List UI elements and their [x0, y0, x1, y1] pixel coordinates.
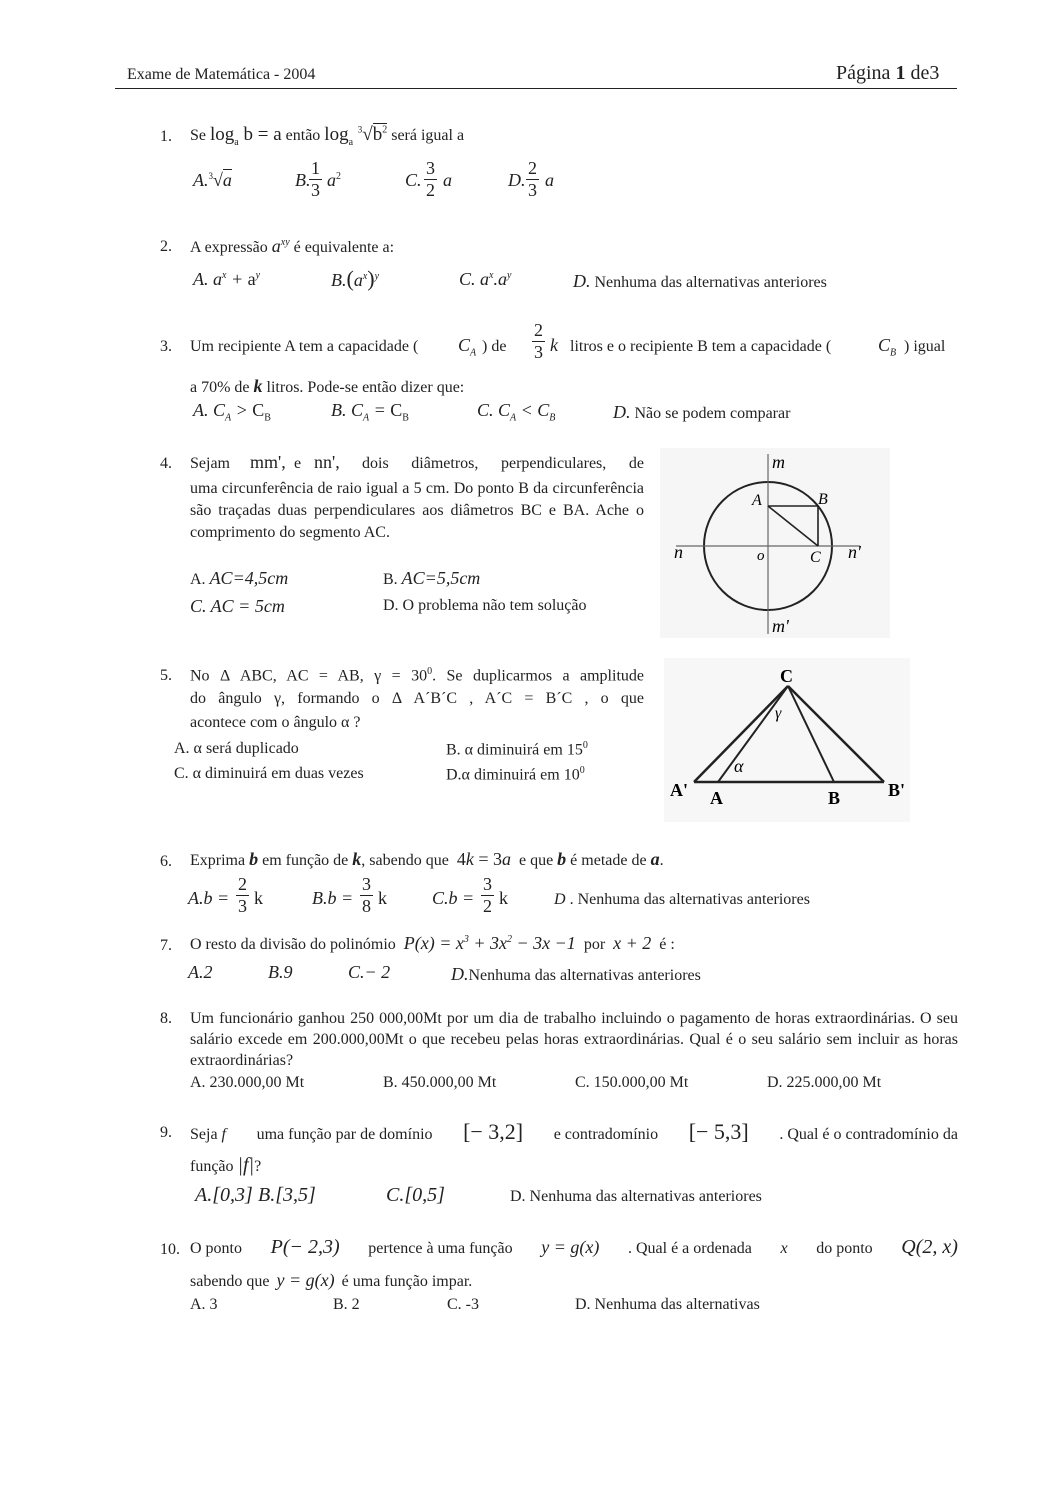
q9-line2: função |f|? — [190, 1154, 262, 1176]
q9-option-c: C.[0,5] — [386, 1184, 445, 1206]
q3-option-d: D. Não se podem comparar — [613, 402, 791, 422]
q5-option-a: A. α será duplicado — [174, 740, 299, 757]
q7-option-b: B.9 — [268, 962, 293, 982]
fig-label-m: m — [772, 452, 785, 472]
q6-number: 6. — [160, 853, 172, 870]
fig-label-m-prime: m' — [772, 616, 789, 636]
fig-label-c: C — [780, 666, 793, 686]
q7-statement: O resto da divisão do polinómio $P(x) = x^3 + 3x^2 - 3x -1$ por x + 2 é : — [190, 933, 675, 953]
q8-option-a: A. 230.000,00 Mt — [190, 1074, 305, 1091]
q10-line1: O ponto P(− 2,3) pertence à uma função y = g(x) . Qual é a ordenada x do ponto Q(2, x) — [190, 1236, 958, 1258]
q9-option-d: D. Nenhuma das alternativas anteriores — [510, 1188, 762, 1205]
q5-triangle-figure — [664, 658, 910, 822]
fig-label-a: A — [710, 788, 723, 808]
q6-option-d: D . Nenhuma das alternativas anteriores — [554, 891, 810, 908]
q2-statement: A expressão $a^{xy}$ é equivalente a: — [190, 236, 395, 256]
q7-option-d: D.Nenhuma das alternativas anteriores — [451, 964, 701, 984]
fig-label-n-prime: n' — [848, 542, 861, 562]
q10-option-d: D. Nenhuma das alternativas — [575, 1296, 760, 1313]
q4-body: uma circunferência de raio igual a 5 cm. Do ponto B da circunferência são traçadas duas perpendiculares aos diâmetros BC e BA. Ache o comprimento do segmento AC. — [190, 480, 644, 541]
fig-label-b: B — [828, 788, 841, 808]
q5-option-c: C. α diminuirá em duas vezes — [174, 765, 364, 782]
q3-number: 3. — [160, 338, 172, 355]
q4-circle-figure — [660, 448, 890, 638]
q2-option-c: C. $a^x.a^y$ — [459, 269, 512, 289]
q4-option-b: B. AC=5,5cm — [383, 568, 481, 588]
q3-line2: a 70% de k litros. Pode-se então dizer que: — [190, 376, 465, 396]
fig-label-gamma: γ — [775, 705, 782, 722]
q5-number: 5. — [160, 667, 172, 684]
header-divider — [115, 88, 957, 89]
q4-option-a: A. AC=4,5cm — [190, 568, 289, 588]
q8-option-c: C. 150.000,00 Mt — [575, 1074, 689, 1091]
q5-option-b: B. α diminuirá em $15^0$ — [446, 740, 588, 759]
q10-option-b: B. 2 — [333, 1296, 360, 1313]
q5-line1: No Δ ABC, AC = AB, $\gamma = 30^0$. Se duplicarmos a amplitude — [190, 666, 644, 685]
q7-option-c: C.− 2 — [348, 962, 391, 982]
fig-label-b: B — [818, 491, 828, 508]
page-indicator: Página 1 de3 — [836, 62, 940, 84]
q4-option-c: C. AC = 5cm — [190, 596, 285, 616]
q8-statement: Um funcionário ganhou 250 000,00Mt por um dia de trabalho incluindo o pagamento de horas extraordinárias. O seu salário excede em 200.000,00Mt o que recebeu pelas horas extraordinárias. Qual é o seu salário sem incluir as horas extraordinárias? — [190, 1010, 958, 1069]
exam-title: Exame de Matemática - 2004 — [127, 66, 316, 83]
q10-option-c: C. -3 — [447, 1296, 479, 1313]
fig-label-n: n — [674, 542, 683, 562]
q5-option-d: D.α diminuirá em $10^0$ — [446, 765, 585, 784]
fig-label-a: A — [752, 492, 762, 509]
q8-option-b: B. 450.000,00 Mt — [383, 1074, 497, 1091]
fig-label-alpha: α — [734, 756, 744, 776]
q7-option-a: A.2 — [188, 962, 213, 982]
q9-option-a: A.[0,3] — [195, 1184, 253, 1206]
q3-option-a: A. $C_A > C_B$ — [193, 400, 271, 424]
q9-option-b: B.[3,5] — [258, 1184, 316, 1206]
fig-label-b-prime: B' — [888, 780, 906, 800]
q4-number: 4. — [160, 455, 172, 472]
q2-option-b: $B.(a^x)^y$ — [331, 266, 380, 291]
q2-option-d: D. Nenhuma das alternativas anteriores — [573, 271, 827, 291]
q8-number: 8. — [160, 1010, 172, 1027]
q8-option-d: D. 225.000,00 Mt — [767, 1074, 882, 1091]
q9-number: 9. — [160, 1124, 172, 1141]
fig-label-a-prime: A' — [670, 780, 688, 800]
q1-number: 1. — [160, 128, 172, 145]
fig-label-o: o — [757, 548, 765, 564]
q10-option-a: A. 3 — [190, 1296, 218, 1313]
fig-label-c: C — [810, 549, 821, 566]
q5-line2: do ângulo γ, formando o Δ A´B´C , A´C = B´C , o que — [190, 690, 644, 707]
q9-line1: Seja f uma função par de domínio [− 3,2] e contradomínio [− 5,3] . Qual é o contradomínio da — [190, 1119, 958, 1144]
q5-line3: acontece com o ângulo α ? — [190, 714, 361, 731]
q10-line2: sabendo que y = g(x) é uma função impar. — [190, 1270, 473, 1290]
q3-option-c: C. $C_A < C_B$ — [477, 400, 556, 424]
q2-option-a: A. $a^x + a^y$ — [193, 269, 261, 289]
q3-option-b: B. $C_A = C_B$ — [331, 400, 409, 424]
q2-number: 2. — [160, 238, 172, 255]
q10-number: 10. — [160, 1241, 180, 1258]
q7-number: 7. — [160, 937, 172, 954]
q1-statement: Se $\log_a b = a$ então $\log_a ^3√b^2$ será igual a — [190, 124, 465, 148]
q4-option-d: D. O problema não tem solução — [383, 597, 587, 614]
q6-statement: Exprima b em função de k, sabendo que 4k = 3a e que b é metade de a. — [190, 849, 664, 869]
